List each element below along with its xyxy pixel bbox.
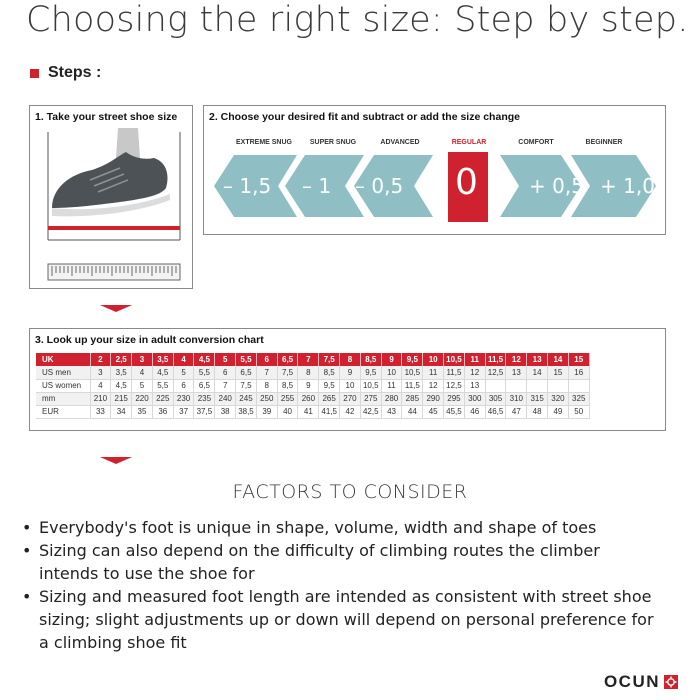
table-cell: 36: [152, 405, 173, 418]
table-cell: 280: [381, 392, 402, 405]
table-header-cell: 4,5: [194, 353, 215, 366]
fit-label-super-snug: SUPER SNUG: [309, 139, 357, 146]
list-item: • Sizing can also depend on the difficulty of climbing routes the climber intends to use the shoe for: [22, 539, 662, 585]
table-header-cell: 6: [256, 353, 277, 366]
table-cell: 40: [277, 405, 298, 418]
table-cell: 9,5: [360, 366, 381, 379]
table-header-cell: 2: [90, 353, 111, 366]
table-cell: [527, 379, 548, 392]
table-cell: 9: [340, 366, 361, 379]
table-cell: 38: [215, 405, 236, 418]
table-cell: 255: [277, 392, 298, 405]
table-cell: 11: [381, 379, 402, 392]
table-row: [36, 366, 589, 379]
table-cell: 46,5: [485, 405, 506, 418]
table-cell: 260: [298, 392, 319, 405]
table-cell: 270: [340, 392, 361, 405]
table-header-cell: 2,5: [111, 353, 132, 366]
table-cell: 10: [381, 366, 402, 379]
table-cell: 8,5: [277, 379, 298, 392]
table-header-cell: 5: [215, 353, 236, 366]
fit-value-extreme-snug: – 1,5: [223, 174, 272, 198]
step3-title: 3. Look up your size in adult conversion chart: [35, 334, 264, 346]
fit-label-comfort: COMFORT: [518, 139, 554, 146]
table-cell: 285: [402, 392, 423, 405]
table-row: [36, 392, 589, 405]
table-cell: 295: [444, 392, 465, 405]
table-header-cell: 9,5: [402, 353, 423, 366]
table-cell: 320: [548, 392, 569, 405]
fit-value-comfort: + 0,5: [529, 174, 584, 198]
table-cell: [548, 379, 569, 392]
steps-heading-label: Steps :: [48, 64, 102, 81]
table-header-cell: 10,5: [444, 353, 465, 366]
table-cell: 12,5: [485, 366, 506, 379]
bullet-square-icon: [30, 69, 39, 78]
table-cell: 230: [173, 392, 194, 405]
table-cell: 275: [360, 392, 381, 405]
table-cell: 38,5: [236, 405, 257, 418]
table-row-label: US women: [36, 379, 90, 392]
table-cell: 45: [423, 405, 444, 418]
table-cell: 315: [527, 392, 548, 405]
table-row: [36, 379, 589, 392]
table-header-cell: 7: [298, 353, 319, 366]
table-header-cell: 12: [506, 353, 527, 366]
table-header-row: [36, 353, 589, 366]
table-header-cell: 10: [423, 353, 444, 366]
table-cell: 6,5: [236, 366, 257, 379]
table-cell: 10: [340, 379, 361, 392]
table-header-cell: 8: [340, 353, 361, 366]
table-cell: 12: [423, 379, 444, 392]
table-cell: 33: [90, 405, 111, 418]
table-row-label: mm: [36, 392, 90, 405]
table-cell: 245: [236, 392, 257, 405]
table-cell: [485, 379, 506, 392]
page-title: Choosing the right size: Step by step.: [26, 0, 689, 40]
table-header-cell: 4: [173, 353, 194, 366]
table-cell: 50: [568, 405, 589, 418]
table-cell: 12,5: [444, 379, 465, 392]
factors-list: [22, 516, 662, 654]
table-cell: 41: [298, 405, 319, 418]
table-cell: 7: [215, 379, 236, 392]
step-arrow-2: [100, 457, 132, 464]
fit-label-beginner: BEGINNER: [585, 139, 623, 146]
table-cell: 42,5: [360, 405, 381, 418]
step2-title: 2. Choose your desired fit and subtract or add the size change: [209, 111, 520, 123]
table-cell: 6,5: [194, 379, 215, 392]
table-cell: 35: [132, 405, 153, 418]
table-cell: 7,5: [236, 379, 257, 392]
table-header-cell: 7,5: [319, 353, 340, 366]
table-cell: 215: [111, 392, 132, 405]
table-cell: [506, 379, 527, 392]
table-cell: 4: [90, 379, 111, 392]
step1-panel: [29, 105, 193, 289]
table-cell: 7: [256, 366, 277, 379]
table-cell: 37: [173, 405, 194, 418]
table-header-cell: 5,5: [236, 353, 257, 366]
table-cell: 13: [464, 379, 485, 392]
table-cell: 6: [173, 379, 194, 392]
brand-name: OCUN: [603, 672, 660, 691]
table-cell: 220: [132, 392, 153, 405]
table-cell: 235: [194, 392, 215, 405]
table-cell: 290: [423, 392, 444, 405]
table-cell: 12: [464, 366, 485, 379]
table-header-cell: 11,5: [485, 353, 506, 366]
table-cell: 10,5: [360, 379, 381, 392]
table-cell: 15: [548, 366, 569, 379]
table-cell: 5,5: [152, 379, 173, 392]
shoe-measure-illustration: [30, 128, 192, 288]
table-header-cell: 3: [132, 353, 153, 366]
table-cell: 44: [402, 405, 423, 418]
table-header-cell: 14: [548, 353, 569, 366]
table-cell: 4: [132, 366, 153, 379]
table-header-cell: 8,5: [360, 353, 381, 366]
table-cell: 41,5: [319, 405, 340, 418]
table-cell: 9,5: [319, 379, 340, 392]
table-header-cell: 6,5: [277, 353, 298, 366]
table-cell: 42: [340, 405, 361, 418]
table-cell: 250: [256, 392, 277, 405]
shoe-icon: [52, 152, 170, 216]
fit-value-regular: 0: [455, 162, 478, 203]
table-cell: 210: [90, 392, 111, 405]
table-cell: 34: [111, 405, 132, 418]
brand-logo: [604, 672, 678, 692]
table-cell: 48: [527, 405, 548, 418]
table-cell: 5: [173, 366, 194, 379]
table-cell: 14: [527, 366, 548, 379]
table-cell: 3: [90, 366, 111, 379]
table-cell: 4,5: [152, 366, 173, 379]
table-cell: 49: [548, 405, 569, 418]
table-cell: 3,5: [111, 366, 132, 379]
table-cell: 10,5: [402, 366, 423, 379]
table-cell: 45,5: [444, 405, 465, 418]
fit-label-extreme-snug: EXTREME SNUG: [235, 139, 292, 146]
step2-panel: [203, 105, 666, 235]
table-header-label: UK: [36, 353, 90, 366]
table-cell: 8: [256, 379, 277, 392]
step3-panel: [29, 328, 666, 431]
table-cell: 7,5: [277, 366, 298, 379]
size-conversion-table: [36, 353, 590, 419]
table-cell: 8,5: [319, 366, 340, 379]
table-cell: [568, 379, 589, 392]
steps-heading: [30, 64, 101, 82]
fit-value-advanced: – 0,5: [355, 174, 404, 198]
table-cell: 300: [464, 392, 485, 405]
table-cell: 240: [215, 392, 236, 405]
list-item: • Sizing and measured foot length are intended as consistent with street shoe sizing; slight adjustments up or down will depend on personal preference for a climbing shoe fit: [22, 585, 662, 654]
table-cell: 5,5: [194, 366, 215, 379]
table-cell: 5: [132, 379, 153, 392]
table-row-label: EUR: [36, 405, 90, 418]
table-header-cell: 9: [381, 353, 402, 366]
fit-label-advanced: ADVANCED: [380, 139, 420, 146]
fit-label-regular: REGULAR: [451, 139, 487, 146]
fit-value-super-snug: – 1: [302, 174, 332, 198]
table-cell: 11,5: [444, 366, 465, 379]
table-cell: 39: [256, 405, 277, 418]
table-header-cell: 15: [568, 353, 589, 366]
step1-title: 1. Take your street shoe size: [35, 111, 178, 123]
fit-value-beginner: + 1,0: [600, 174, 655, 198]
table-header-cell: 3,5: [152, 353, 173, 366]
ocun-flower-icon: [664, 675, 678, 689]
table-cell: 305: [485, 392, 506, 405]
table-cell: 16: [568, 366, 589, 379]
table-cell: 37,5: [194, 405, 215, 418]
step-arrow-1: [100, 305, 132, 312]
table-cell: 225: [152, 392, 173, 405]
table-cell: 43: [381, 405, 402, 418]
table-cell: 9: [298, 379, 319, 392]
table-cell: 310: [506, 392, 527, 405]
table-cell: 46: [464, 405, 485, 418]
table-header-cell: 13: [527, 353, 548, 366]
table-cell: 47: [506, 405, 527, 418]
table-cell: 8: [298, 366, 319, 379]
table-cell: 4,5: [111, 379, 132, 392]
table-cell: 6: [215, 366, 236, 379]
table-header-cell: 11: [464, 353, 485, 366]
table-cell: 11,5: [402, 379, 423, 392]
table-cell: 13: [506, 366, 527, 379]
table-cell: 11: [423, 366, 444, 379]
table-row: [36, 405, 589, 418]
table-cell: 265: [319, 392, 340, 405]
fit-chevrons: [204, 152, 665, 232]
factors-title: FACTORS TO CONSIDER: [232, 481, 468, 503]
table-cell: 325: [568, 392, 589, 405]
list-item: • Everybody's foot is unique in shape, volume, width and shape of toes: [22, 516, 662, 539]
table-row-label: US men: [36, 366, 90, 379]
